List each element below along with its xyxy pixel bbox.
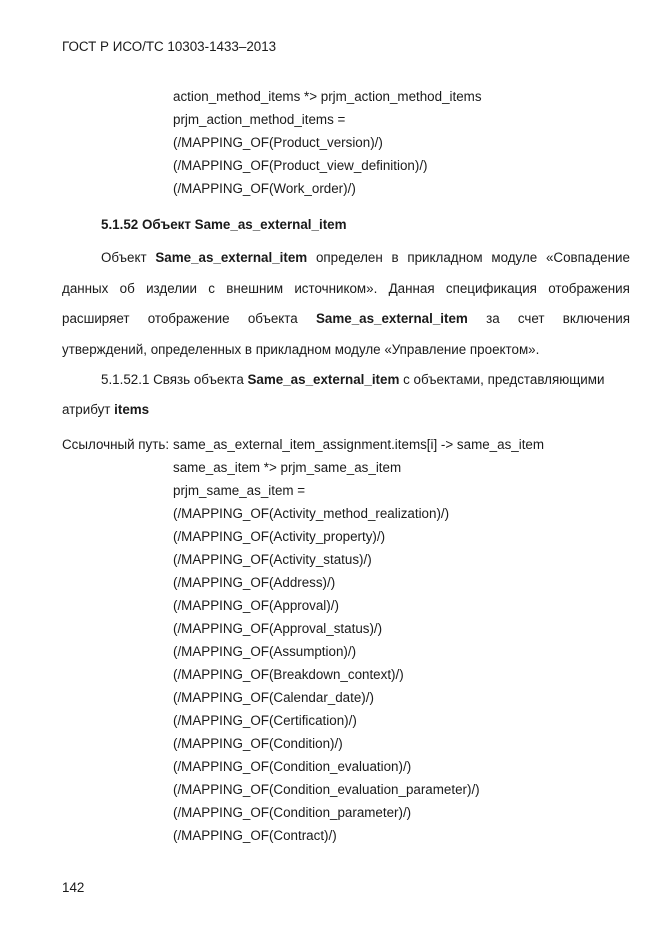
mapping-line: (/MAPPING_OF(Product_version)/) [173, 135, 383, 150]
word: изделии [146, 281, 197, 296]
word: модуле [491, 250, 538, 265]
ref-path-line: same_as_external_item_assignment.items[i] -> same_as_item [173, 437, 545, 452]
entity-name: Same_as_external_item [247, 372, 400, 387]
word: отображения [548, 281, 630, 296]
entity-name: Same_as_external_item [155, 250, 308, 265]
paragraph-line [62, 312, 630, 325]
ref-path-line: (/MAPPING_OF(Activity_property)/) [173, 529, 386, 544]
word: отображение [147, 311, 230, 326]
paragraph-line [62, 282, 630, 295]
ref-path-line: same_as_item *> prjm_same_as_item [173, 460, 402, 475]
ref-path-label: Ссылочный путь: [62, 437, 170, 452]
ref-path-line: (/MAPPING_OF(Condition)/) [173, 736, 343, 751]
word: Объект [101, 250, 147, 265]
attribute-prefix: атрибут [62, 402, 115, 417]
ref-path-line: (/MAPPING_OF(Activity_method_realization)/) [173, 506, 450, 521]
subsection-prefix: 5.1.52.1 Связь объекта [101, 372, 248, 387]
section-heading: 5.1.52 Объект Same_as_external_item [101, 217, 347, 232]
subsection-heading [101, 373, 604, 386]
word: с [208, 281, 215, 296]
ref-path-line: prjm_same_as_item = [173, 483, 306, 498]
paragraph-line [101, 251, 630, 264]
subsection-heading-cont [62, 403, 149, 416]
subsection-suffix: с объектами, представляющими [399, 372, 605, 387]
word: за [486, 311, 500, 326]
ref-path-line: (/MAPPING_OF(Breakdown_context)/) [173, 667, 404, 682]
ref-path-line: (/MAPPING_OF(Contract)/) [173, 828, 337, 843]
word: включения [562, 311, 630, 326]
ref-path-line: (/MAPPING_OF(Calendar_date)/) [173, 690, 374, 705]
ref-path-line: (/MAPPING_OF(Activity_status)/) [173, 552, 372, 567]
ref-path-line: (/MAPPING_OF(Certification)/) [173, 713, 357, 728]
ref-path-line: (/MAPPING_OF(Assumption)/) [173, 644, 357, 659]
word: об [119, 281, 135, 296]
word: внешним [226, 281, 284, 296]
word: спецификация [445, 281, 537, 296]
ref-path-line: (/MAPPING_OF(Condition_evaluation)/) [173, 759, 412, 774]
ref-path-line: (/MAPPING_OF(Condition_evaluation_parameter)/) [173, 782, 480, 797]
ref-path-line: (/MAPPING_OF(Address)/) [173, 575, 336, 590]
paragraph-line: утверждений, определенных в прикладном модуле «Управление проектом». [62, 342, 540, 357]
word: определен [315, 250, 383, 265]
ref-path-line: (/MAPPING_OF(Approval)/) [173, 598, 339, 613]
ref-path-line: (/MAPPING_OF(Condition_parameter)/) [173, 805, 412, 820]
attribute-name: items [114, 402, 150, 417]
mapping-line: (/MAPPING_OF(Work_order)/) [173, 181, 356, 196]
ref-path-line: (/MAPPING_OF(Approval_status)/) [173, 621, 383, 636]
document-header: ГОСТ Р ИСО/ТС 10303-1433–2013 [62, 39, 277, 54]
word: Данная [388, 281, 435, 296]
word: источником». [294, 281, 378, 296]
mapping-line: prjm_action_method_items = [173, 112, 346, 127]
word: объекта [247, 311, 298, 326]
word: расширяет [62, 311, 130, 326]
mapping-line: action_method_items *> prjm_action_method_items [173, 89, 482, 104]
word: счет [517, 311, 545, 326]
word: «Совпадение [545, 250, 630, 265]
entity-name: Same_as_external_item [315, 311, 468, 326]
word: данных [62, 281, 109, 296]
word: прикладном [407, 250, 483, 265]
mapping-line: (/MAPPING_OF(Product_view_definition)/) [173, 158, 428, 173]
page-number: 142 [62, 880, 85, 895]
word: в [391, 250, 399, 265]
